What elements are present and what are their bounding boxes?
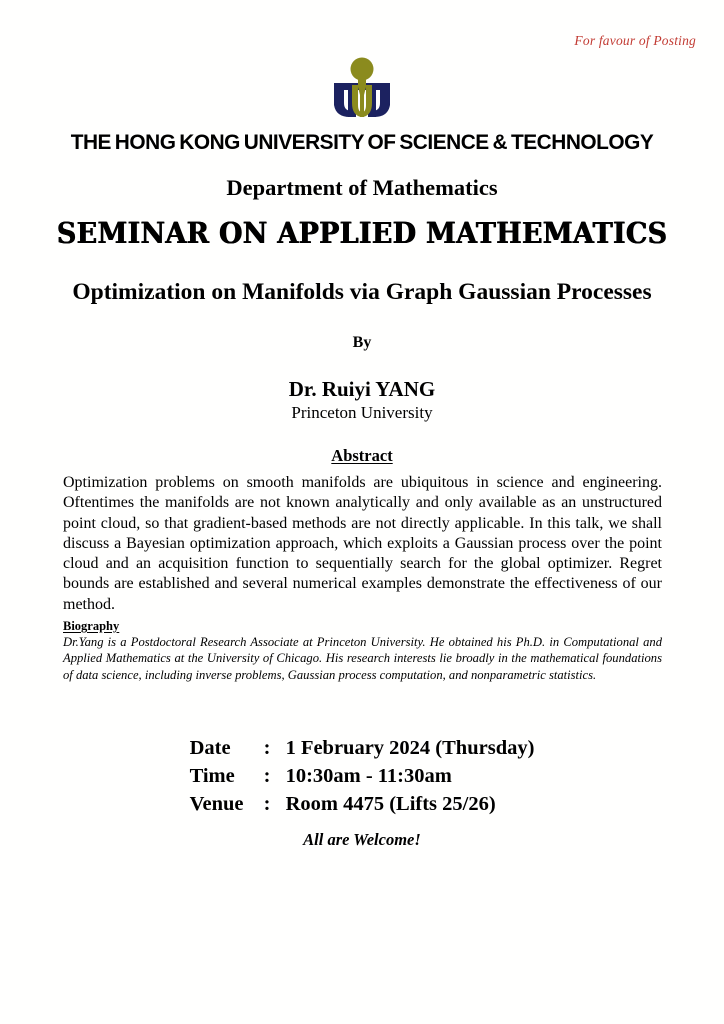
biography-heading: Biography [63,619,120,633]
welcome-message: All are Welcome! [303,830,421,849]
for-favour-of-posting-note: For favour of Posting [574,33,696,48]
talk-title: Optimization on Manifolds via Graph Gaussian Processes [72,279,652,305]
event-details [0,737,724,821]
biography-body: Dr.Yang is a Postdoctoral Research Associate at Princeton University. He obtained his Ph.D. in Computational and Applied Mathematics at the University of Chicago. His research interests lie broadly in the mathematical foundations of data science, including inverse problems, Gaussian process computation, and nonparametric statistics. [63,635,662,682]
detail-separator-time: : [263,765,271,787]
speaker-affiliation: Princeton University [291,403,433,422]
abstract-heading: Abstract [331,446,393,465]
logo-container [0,57,724,117]
detail-value-date: 1 February 2024 (Thursday) [285,737,535,759]
speaker-name: Dr. Ruiyi YANG [288,377,436,401]
detail-label-time: Time [189,765,235,787]
detail-label-date: Date [189,737,231,759]
detail-value-venue: Room 4475 (Lifts 25/26) [285,793,496,815]
table-row [190,793,535,821]
event-details-table [190,737,535,821]
university-name: THE HONG KONG UNIVERSITY OF SCIENCE & TECHNOLOGY [70,130,654,154]
seminar-series-title: SEMINAR ON APPLIED MATHEMATICS [56,216,668,250]
hkust-logo-icon [330,57,394,117]
table-row [190,765,535,793]
by-label: By [352,334,372,351]
detail-separator-venue: : [263,793,271,815]
department-name: Department of Mathematics [226,175,498,200]
detail-separator-date: : [263,737,271,759]
detail-label-venue: Venue [189,793,244,815]
abstract-body: Optimization problems on smooth manifolds are ubiquitous in science and engineering. Oftentimes the manifolds are not known analytically and only available as an unstructured point cloud, so that gradient-based methods are not directly applicable. In this talk, we shall discuss a Bayesian optimization approach, which exploits a Gaussian process over the point cloud and an acquisition function to sequentially search for the global optimizer. Regret bounds are established and several numerical examples demonstrate the effectiveness of our method. [63,474,662,613]
detail-value-time: 10:30am - 11:30am [285,765,452,787]
table-row [190,737,535,765]
